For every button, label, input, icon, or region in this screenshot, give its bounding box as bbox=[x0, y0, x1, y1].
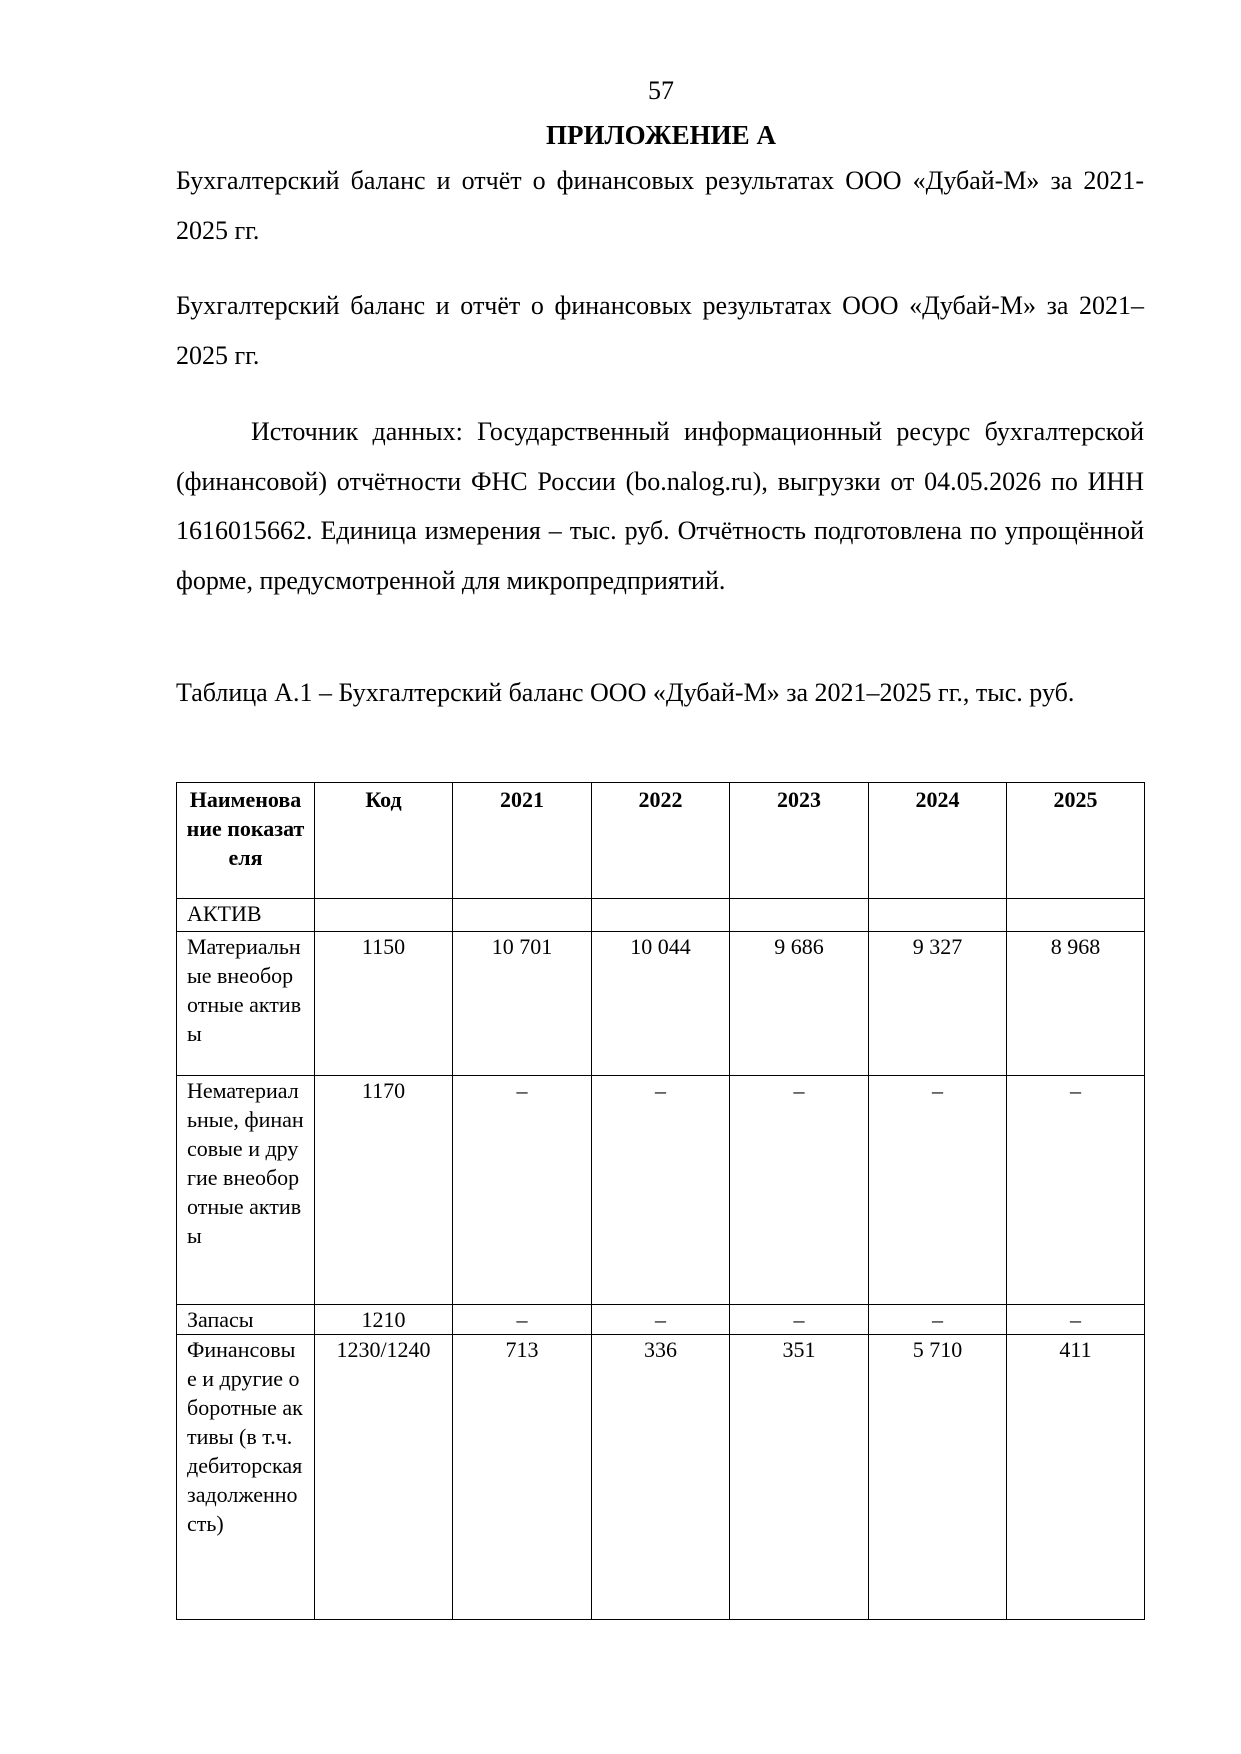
row-code: 1150 bbox=[315, 932, 453, 1076]
page-number: 57 bbox=[648, 76, 674, 105]
value-2025: 8 968 bbox=[1007, 932, 1145, 1076]
table-row bbox=[177, 1305, 1145, 1335]
row-name: Материальные внеоборотные активы bbox=[177, 932, 315, 1076]
row-code: 1210 bbox=[315, 1305, 453, 1335]
row-name: Финансовые и другие оборотные активы (в т.ч. дебиторская задолженность) bbox=[177, 1335, 315, 1620]
value-2022: 10 044 bbox=[592, 932, 730, 1076]
value-2024: 9 327 bbox=[869, 932, 1007, 1076]
value-2024: 5 710 bbox=[869, 1335, 1007, 1620]
value-2022: 336 bbox=[592, 1335, 730, 1620]
value-2022: – bbox=[592, 1076, 730, 1305]
empty-cell bbox=[730, 899, 869, 932]
header-name: Наименование показателя bbox=[177, 783, 315, 899]
empty-cell bbox=[453, 899, 592, 932]
value-2024: – bbox=[869, 1076, 1007, 1305]
header-2023: 2023 bbox=[730, 783, 869, 899]
header-2021: 2021 bbox=[453, 783, 592, 899]
table-row bbox=[177, 1076, 1145, 1305]
value-2025: – bbox=[1007, 1076, 1145, 1305]
table-header-row bbox=[177, 783, 1145, 899]
value-2023: – bbox=[730, 1076, 869, 1305]
value-2024: – bbox=[869, 1305, 1007, 1335]
row-code: 1230/1240 bbox=[315, 1335, 453, 1620]
table-row-section bbox=[177, 899, 1145, 932]
value-2023: 9 686 bbox=[730, 932, 869, 1076]
value-2023: – bbox=[730, 1305, 869, 1335]
header-code: Код bbox=[315, 783, 453, 899]
value-2022: – bbox=[592, 1305, 730, 1335]
source-paragraph: Источник данных: Государственный информационный ресурс бухгалтерской (финансовой) отчётности ФНС России (bo.nalog.ru), выгрузки от 04.05.2026 по ИНН 1616015662. Единица измерения – тыс. руб. Отчётность подготовлена по упрощённой форме, предусмотренной для микропредприятий. bbox=[176, 417, 1144, 595]
empty-cell bbox=[315, 899, 453, 932]
value-2025: 411 bbox=[1007, 1335, 1145, 1620]
balance-table bbox=[176, 782, 1145, 1620]
appendix-title: ПРИЛОЖЕНИЕ А bbox=[546, 120, 776, 150]
value-2021: 713 bbox=[453, 1335, 592, 1620]
table-row bbox=[177, 1335, 1145, 1620]
row-code: 1170 bbox=[315, 1076, 453, 1305]
empty-cell bbox=[592, 899, 730, 932]
row-name: Запасы bbox=[177, 1305, 315, 1335]
header-2025: 2025 bbox=[1007, 783, 1145, 899]
empty-cell bbox=[869, 899, 1007, 932]
value-2021: 10 701 bbox=[453, 932, 592, 1076]
value-2021: – bbox=[453, 1076, 592, 1305]
intro-paragraph-1: Бухгалтерский баланс и отчёт о финансовых результатах ООО «Дубай-М» за 2021-2025 гг. bbox=[176, 166, 1144, 245]
intro-paragraph-2: Бухгалтерский баланс и отчёт о финансовых результатах ООО «Дубай-М» за 2021–2025 гг. bbox=[176, 291, 1144, 370]
header-2024: 2024 bbox=[869, 783, 1007, 899]
header-2022: 2022 bbox=[592, 783, 730, 899]
value-2021: – bbox=[453, 1305, 592, 1335]
section-label: АКТИВ bbox=[177, 899, 315, 932]
value-2025: – bbox=[1007, 1305, 1145, 1335]
value-2023: 351 bbox=[730, 1335, 869, 1620]
empty-cell bbox=[1007, 899, 1145, 932]
table-caption: Таблица А.1 – Бухгалтерский баланс ООО «Дубай-М» за 2021–2025 гг., тыс. руб. bbox=[176, 678, 1075, 707]
row-name: Нематериальные, финансовые и другие внеоборотные активы bbox=[177, 1076, 315, 1305]
table-row bbox=[177, 932, 1145, 1076]
